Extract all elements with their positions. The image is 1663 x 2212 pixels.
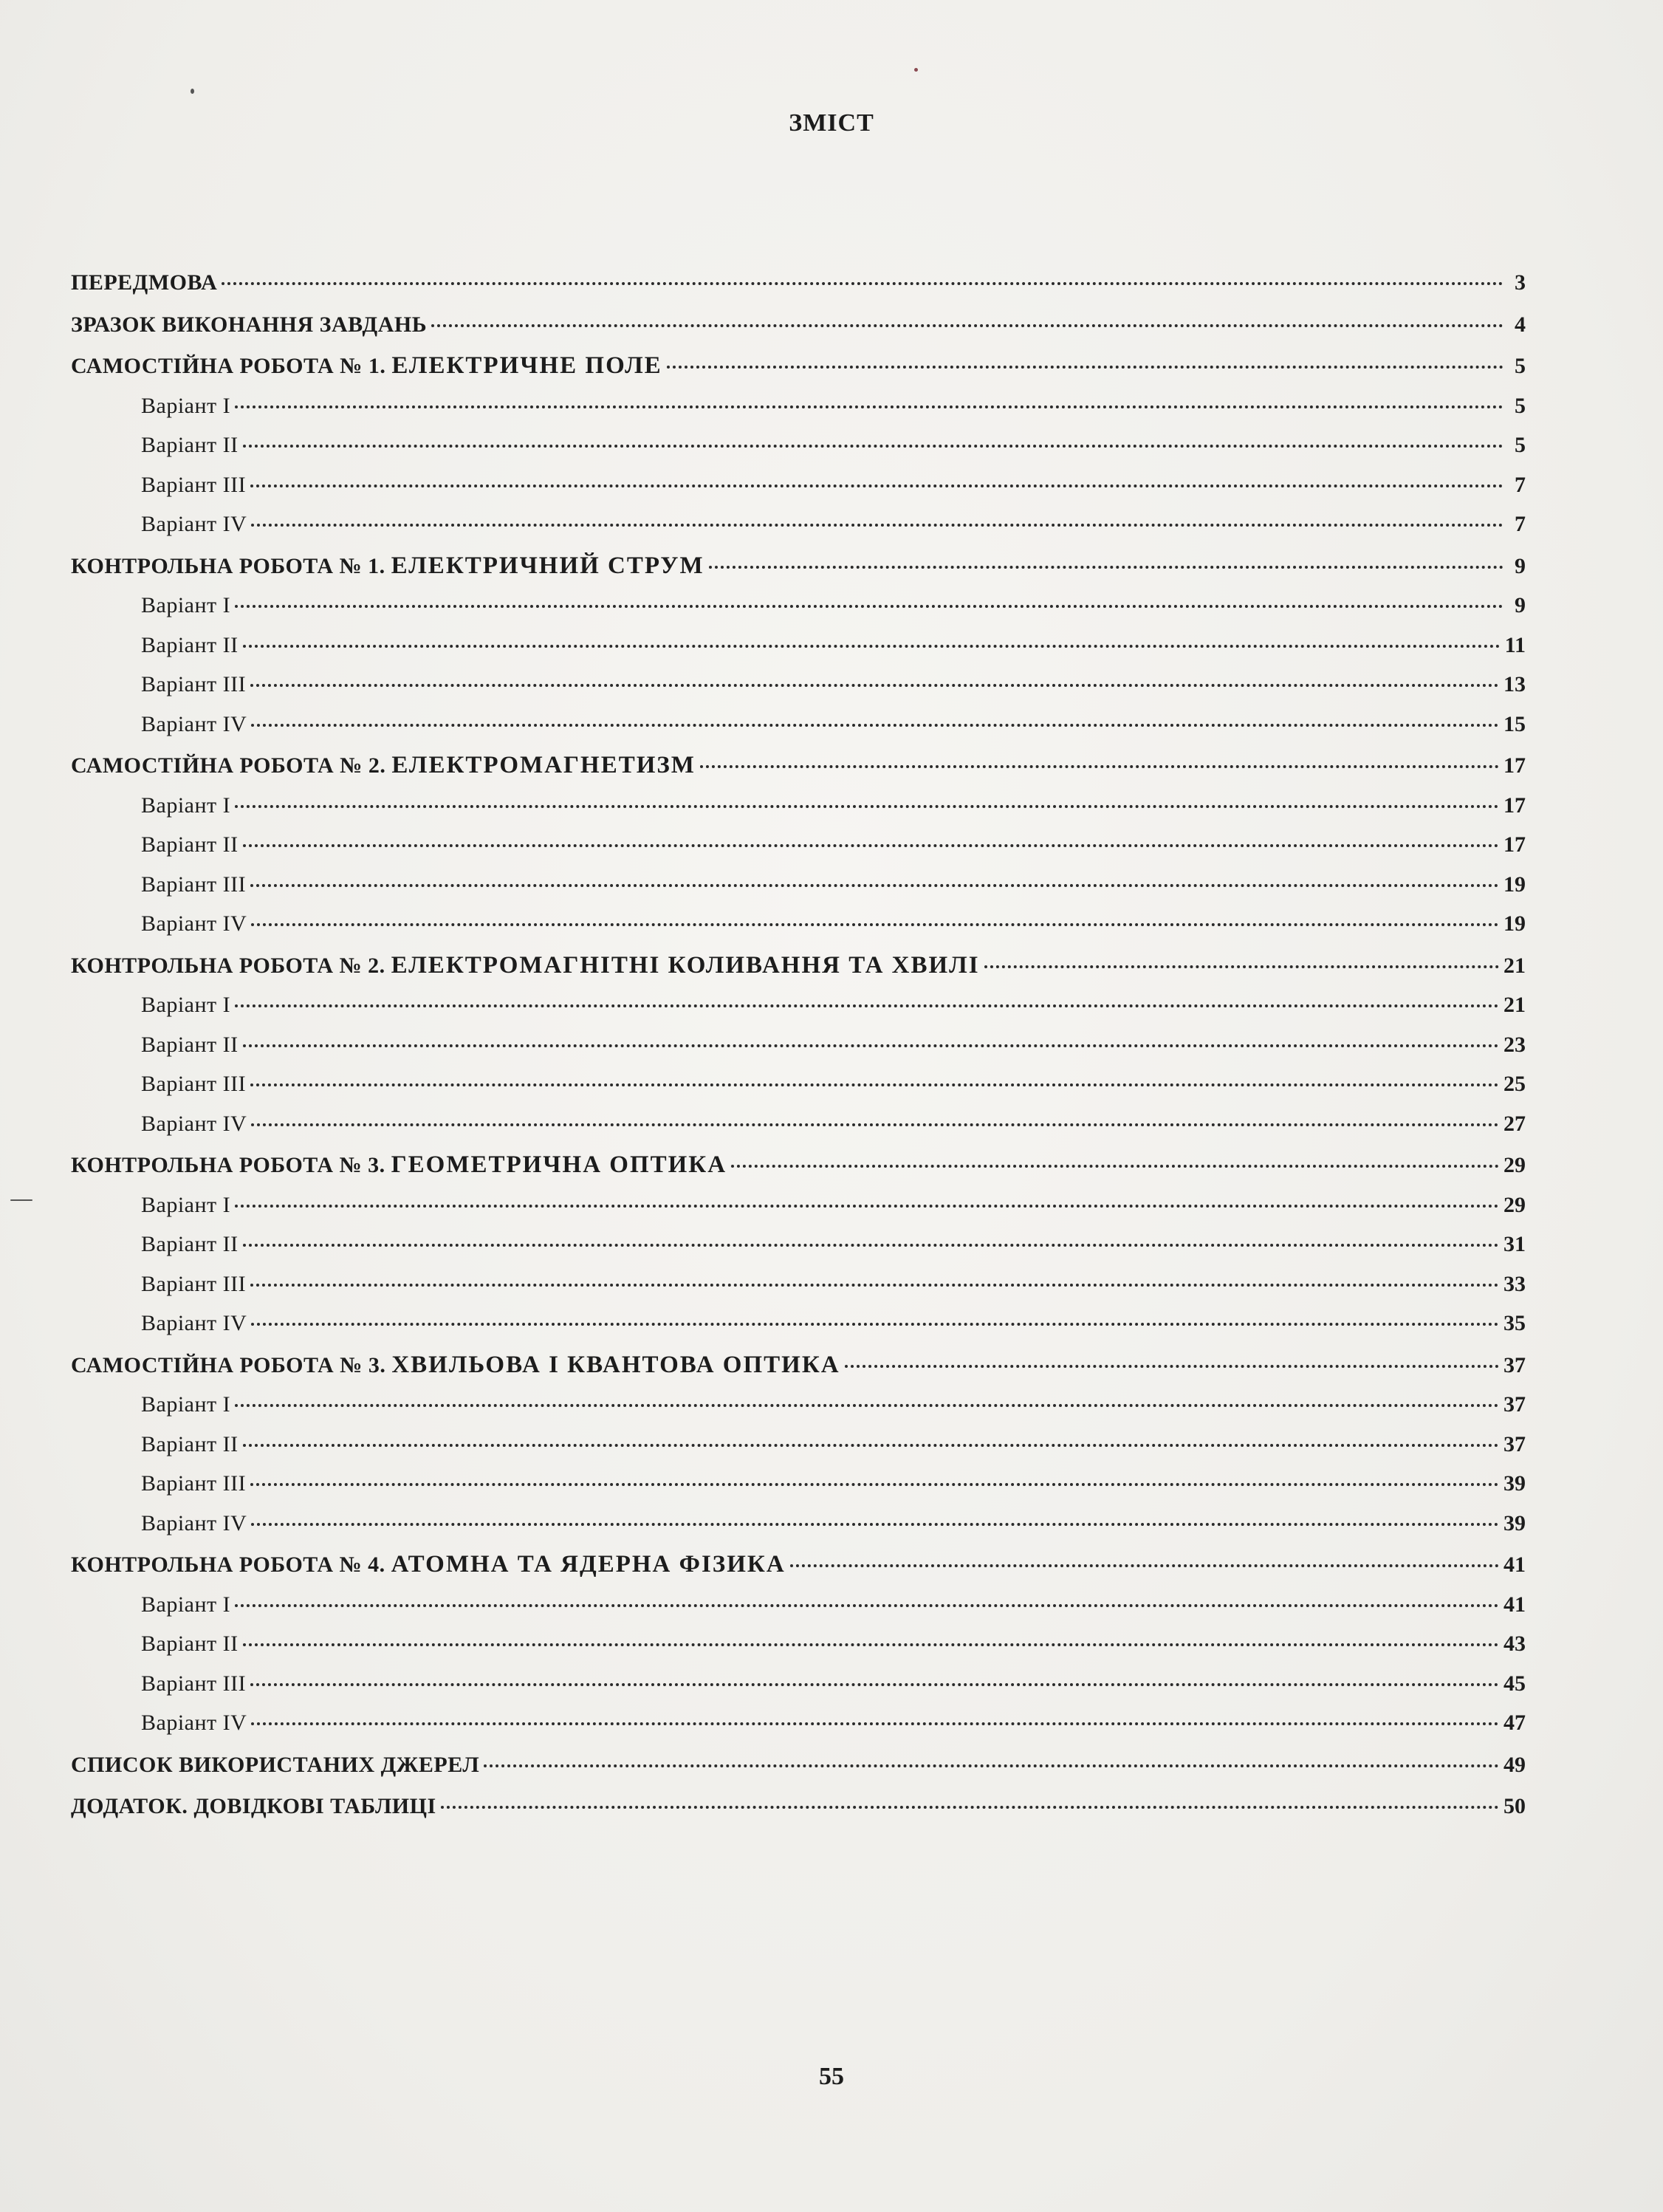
toc-entry-label <box>141 705 247 744</box>
toc-page-number: 49 <box>1503 1752 1526 1777</box>
toc-variant-entry <box>71 904 1526 944</box>
dot-leader <box>790 1542 1499 1567</box>
toc-page-number: 15 <box>1503 711 1526 736</box>
toc-entry-prefix: Варіант IV <box>141 711 247 736</box>
dot-leader <box>250 1061 1499 1086</box>
toc-entry-prefix: Варіант III <box>141 1271 247 1296</box>
toc-page-number: 7 <box>1515 512 1526 536</box>
toc-variant-entry <box>71 1703 1526 1743</box>
dot-leader <box>235 583 1503 608</box>
toc-entry-label <box>141 1504 247 1544</box>
toc-entry-prefix: Варіант III <box>141 872 247 897</box>
dot-leader <box>250 462 1503 487</box>
dot-leader <box>251 1501 1499 1526</box>
toc-section-entry <box>71 1545 1526 1585</box>
toc-page-number: 13 <box>1503 672 1526 696</box>
toc-variant-entry <box>71 1104 1526 1144</box>
toc-section-entry <box>71 1745 1526 1785</box>
toc-entry-prefix: Варіант III <box>141 1471 247 1496</box>
toc-entry-prefix: КОНТРОЛЬНА РОБОТА № 2. <box>71 953 391 978</box>
toc-page-number: 7 <box>1515 472 1526 497</box>
toc-entry-prefix: Варіант II <box>141 433 239 457</box>
toc-variant-entry <box>71 1225 1526 1264</box>
dot-leader <box>243 1022 1499 1047</box>
toc-page-number: 29 <box>1503 1192 1526 1217</box>
toc-page-number: 21 <box>1503 953 1526 978</box>
dot-leader <box>251 1700 1499 1725</box>
toc-page-number: 9 <box>1515 553 1526 578</box>
toc-entry-prefix: Варіант IV <box>141 1711 247 1735</box>
toc-page-number: 29 <box>1503 1153 1526 1177</box>
toc-entry-prefix: Варіант I <box>141 393 231 418</box>
toc-variant-entry <box>71 626 1526 665</box>
dot-leader <box>251 1301 1499 1326</box>
toc-entry-prefix: САМОСТІЙНА РОБОТА № 3. <box>71 1352 392 1377</box>
toc-entry-prefix: ЗРАЗОК ВИКОНАННЯ ЗАВДАНЬ <box>71 312 428 337</box>
toc-entry-label <box>141 626 239 665</box>
dot-leader <box>243 623 1501 648</box>
toc-variant-entry <box>71 1025 1526 1065</box>
toc-entry-label <box>141 1624 239 1664</box>
toc-page-number: 4 <box>1515 312 1526 337</box>
toc-entry-prefix: Варіант II <box>141 1032 239 1057</box>
toc-page-number: 39 <box>1503 1510 1526 1535</box>
toc-entry-label <box>71 1787 436 1826</box>
toc-entry-label <box>71 946 980 986</box>
toc-variant-entry <box>71 1264 1526 1304</box>
dot-leader <box>251 901 1499 926</box>
dot-leader <box>222 260 1503 285</box>
toc-entry-prefix: ПЕРЕДМОВА <box>71 270 218 295</box>
toc-section-entry <box>71 263 1526 303</box>
toc-entry-label <box>141 386 230 426</box>
toc-page-number: 9 <box>1515 593 1526 617</box>
toc-variant-entry <box>71 504 1526 544</box>
dot-leader <box>250 1461 1499 1486</box>
toc-page-number: 21 <box>1503 993 1526 1017</box>
dot-leader <box>235 1382 1499 1407</box>
toc-entry-topic: ЕЛЕКТРИЧНЕ ПОЛЕ <box>391 352 662 379</box>
dot-leader <box>484 1742 1499 1767</box>
toc-entry-label <box>141 1264 246 1304</box>
toc-page-number: 37 <box>1503 1352 1526 1377</box>
toc-entry-prefix: Варіант I <box>141 1192 231 1217</box>
dot-leader <box>700 743 1499 768</box>
toc-entry-prefix: Варіант I <box>141 1592 231 1617</box>
dot-leader <box>235 982 1499 1007</box>
dot-leader <box>845 1343 1499 1368</box>
toc-section-entry <box>71 946 1526 986</box>
dot-leader <box>731 1143 1499 1168</box>
toc-entry-topic: ЕЛЕКТРОМАГНЕТИЗМ <box>391 752 696 778</box>
page-number: 55 <box>819 2063 844 2090</box>
toc-variant-entry <box>71 865 1526 905</box>
toc-section-entry <box>71 1146 1526 1185</box>
toc-variant-entry <box>71 705 1526 744</box>
toc-variant-entry <box>71 985 1526 1025</box>
toc-page-number: 31 <box>1503 1232 1526 1256</box>
toc-page-number: 41 <box>1503 1552 1526 1577</box>
toc-entry-label <box>71 346 662 386</box>
toc-page-number: 23 <box>1503 1032 1526 1057</box>
toc-entry-prefix: Варіант I <box>141 1392 231 1417</box>
toc-variant-entry <box>71 465 1526 505</box>
toc-entry-label <box>141 904 247 944</box>
toc-page-number: 45 <box>1503 1671 1526 1696</box>
toc-entry-label <box>141 1104 247 1144</box>
toc-section-entry <box>71 1787 1526 1826</box>
toc-entry-prefix: Варіант IV <box>141 911 247 936</box>
toc-entry-prefix: КОНТРОЛЬНА РОБОТА № 1. <box>71 553 391 578</box>
dot-leader <box>243 822 1499 847</box>
toc-entry-label <box>141 1225 239 1264</box>
toc-page-number: 25 <box>1503 1072 1526 1096</box>
toc-section-entry <box>71 547 1526 586</box>
toc-entry-prefix: Варіант II <box>141 632 239 657</box>
dot-leader <box>667 343 1503 369</box>
toc-entry-prefix: Варіант III <box>141 672 247 696</box>
toc-variant-entry <box>71 665 1526 705</box>
toc-entry-topic: ГЕОМЕТРИЧНА ОПТИКА <box>391 1151 727 1178</box>
toc-page-number: 27 <box>1503 1111 1526 1136</box>
toc-variant-entry <box>71 386 1526 426</box>
toc-page-number: 39 <box>1503 1471 1526 1496</box>
toc-entry-prefix: КОНТРОЛЬНА РОБОТА № 4. <box>71 1552 391 1577</box>
dot-leader <box>984 943 1499 968</box>
toc-entry-label <box>141 985 230 1025</box>
toc-entry-prefix: Варіант II <box>141 1232 239 1256</box>
toc-variant-entry <box>71 425 1526 465</box>
toc-entry-label <box>71 1146 727 1185</box>
toc-entry-label <box>141 1025 239 1065</box>
toc-entry-topic: ХВИЛЬОВА І КВАНТОВА ОПТИКА <box>391 1351 840 1378</box>
toc-page-number: 5 <box>1515 354 1526 378</box>
toc-entry-label <box>71 547 704 586</box>
toc-entry-prefix: Варіант III <box>141 1072 247 1096</box>
toc-section-entry <box>71 1346 1526 1386</box>
dot-leader <box>243 422 1503 448</box>
dot-leader <box>235 783 1499 808</box>
toc-page-number: 17 <box>1503 792 1526 818</box>
dot-leader <box>431 302 1503 327</box>
toc-page-number: 43 <box>1503 1631 1526 1656</box>
toc-entry-label <box>141 665 246 705</box>
toc-variant-entry <box>71 1585 1526 1625</box>
toc-entry-label <box>141 425 239 465</box>
toc-entry-label <box>141 1464 246 1504</box>
toc-entry-label <box>71 263 217 303</box>
toc-section-entry <box>71 746 1526 786</box>
dot-leader <box>235 1182 1499 1208</box>
dot-leader <box>250 1261 1499 1287</box>
toc-entry-prefix: САМОСТІЙНА РОБОТА № 1. <box>71 354 392 378</box>
dot-leader <box>250 662 1499 687</box>
toc-entry-prefix: Варіант IV <box>141 1510 247 1535</box>
toc-entry-label <box>141 1304 247 1343</box>
dot-leader <box>243 1422 1499 1447</box>
toc-entry-prefix: Варіант II <box>141 1431 239 1456</box>
toc-entry-prefix: Варіант IV <box>141 512 247 536</box>
dot-leader <box>251 501 1503 527</box>
page-title: ЗМІСТ <box>789 109 874 137</box>
toc-entry-prefix: Варіант I <box>141 993 231 1017</box>
dot-leader <box>235 1582 1499 1607</box>
toc-section-entry <box>71 305 1526 345</box>
toc-page-number: 11 <box>1504 632 1526 657</box>
toc-variant-entry <box>71 1385 1526 1425</box>
toc-page-number: 47 <box>1503 1711 1526 1735</box>
toc-entry-label <box>71 1745 479 1785</box>
margin-mark <box>10 1199 32 1201</box>
toc-entry-prefix: КОНТРОЛЬНА РОБОТА № 3. <box>71 1153 391 1177</box>
dot-leader <box>441 1784 1499 1809</box>
toc-entry-prefix: САМОСТІЙНА РОБОТА № 2. <box>71 753 392 778</box>
toc-page-number: 35 <box>1503 1311 1526 1335</box>
dot-leader <box>250 862 1499 887</box>
toc-variant-entry <box>71 1185 1526 1225</box>
toc-entry-topic: ЕЛЕКТРОМАГНІТНІ КОЛИВАННЯ ТА ХВИЛІ <box>391 951 980 979</box>
toc-entry-label <box>71 746 696 786</box>
toc-page-number: 50 <box>1503 1794 1526 1818</box>
toc-page-number: 3 <box>1515 270 1526 295</box>
toc-page-number: 37 <box>1503 1431 1526 1456</box>
toc-entry-label <box>141 1064 246 1104</box>
toc-entry-label <box>71 1346 840 1386</box>
toc-entry-topic: АТОМНА ТА ЯДЕРНА ФІЗИКА <box>391 1551 786 1578</box>
toc-entry-label <box>71 305 427 345</box>
toc-entry-prefix: Варіант I <box>141 792 231 818</box>
toc-entry-prefix: Варіант IV <box>141 1311 247 1335</box>
toc-entry-label <box>141 1385 230 1425</box>
toc-variant-entry <box>71 1664 1526 1704</box>
toc-entry-label <box>71 1545 786 1585</box>
toc-page-number: 19 <box>1503 872 1526 897</box>
toc-page-number: 41 <box>1503 1592 1526 1617</box>
toc-entry-label <box>141 1185 230 1225</box>
toc-page-number: 33 <box>1503 1271 1526 1296</box>
toc-entry-prefix: Варіант II <box>141 1631 239 1656</box>
toc-entry-label <box>141 504 247 544</box>
toc-entry-label <box>141 786 230 826</box>
toc-entry-prefix: ДОДАТОК. ДОВІДКОВІ ТАБЛИЦІ <box>71 1794 436 1818</box>
toc-variant-entry <box>71 1504 1526 1544</box>
dot-leader <box>251 702 1499 727</box>
toc-variant-entry <box>71 1464 1526 1504</box>
dot-leader <box>235 383 1503 408</box>
toc-page-number: 17 <box>1503 753 1526 778</box>
toc-entry-prefix: СПИСОК ВИКОРИСТАНИХ ДЖЕРЕЛ <box>71 1752 480 1777</box>
toc-entry-label <box>141 1703 247 1743</box>
toc-entry-prefix: Варіант III <box>141 1671 247 1696</box>
toc-page-number: 19 <box>1503 911 1526 936</box>
toc-page-number: 17 <box>1503 832 1526 857</box>
dot-leader <box>709 544 1503 569</box>
toc-section-entry <box>71 346 1526 386</box>
toc-entry-label <box>141 1425 239 1465</box>
dot-leader <box>251 1101 1499 1126</box>
toc-entry-prefix: Варіант I <box>141 593 231 617</box>
table-of-contents <box>71 263 1526 1826</box>
dot-leader <box>250 1661 1499 1686</box>
toc-variant-entry <box>71 825 1526 865</box>
print-speck <box>191 89 194 94</box>
toc-entry-label <box>141 1664 246 1704</box>
toc-entry-prefix: Варіант II <box>141 832 239 857</box>
print-speck <box>914 68 918 72</box>
dot-leader <box>243 1621 1499 1646</box>
toc-page-number: 5 <box>1515 393 1526 418</box>
toc-variant-entry <box>71 1064 1526 1104</box>
toc-variant-entry <box>71 1304 1526 1343</box>
toc-page-number: 5 <box>1515 433 1526 457</box>
toc-variant-entry <box>71 586 1526 626</box>
toc-entry-label <box>141 465 246 505</box>
toc-variant-entry <box>71 1425 1526 1465</box>
toc-page-number: 37 <box>1503 1392 1526 1417</box>
toc-entry-label <box>141 825 239 865</box>
toc-variant-entry <box>71 1624 1526 1664</box>
toc-entry-topic: ЕЛЕКТРИЧНИЙ СТРУМ <box>391 552 704 579</box>
toc-entry-prefix: Варіант IV <box>141 1111 247 1136</box>
toc-entry-label <box>141 1585 230 1625</box>
toc-variant-entry <box>71 786 1526 826</box>
toc-entry-label <box>141 586 230 626</box>
toc-entry-label <box>141 865 246 905</box>
dot-leader <box>243 1222 1499 1247</box>
toc-entry-prefix: Варіант III <box>141 472 247 497</box>
